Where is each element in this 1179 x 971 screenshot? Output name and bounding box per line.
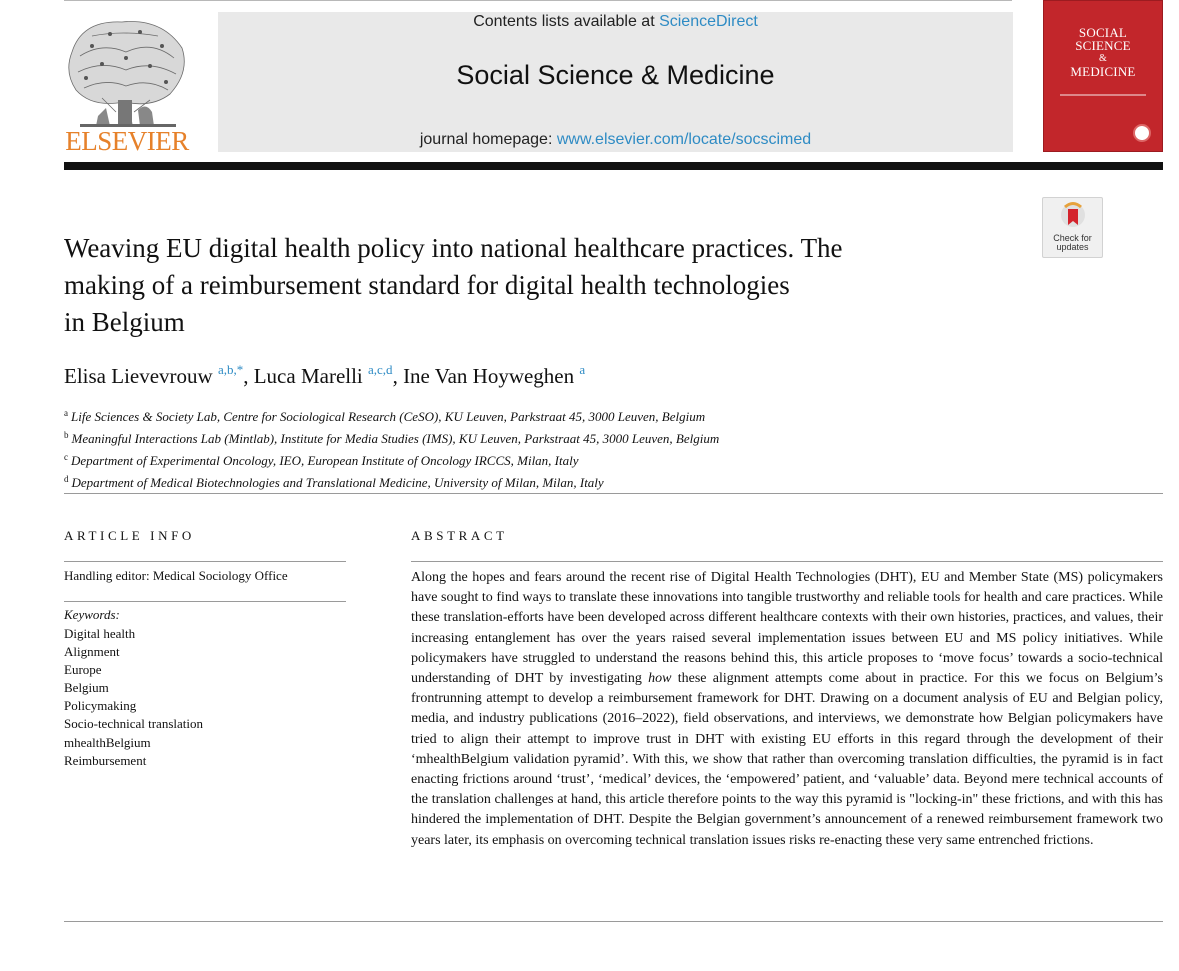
- keyword-item: Belgium: [64, 680, 109, 696]
- cover-badge-icon: [1133, 124, 1151, 142]
- cover-line: SCIENCE: [1075, 38, 1131, 53]
- keyword-item: Socio-technical translation: [64, 716, 203, 732]
- affiliation-text: Department of Medical Biotechnologies and Translational Medicine, University of Milan, Milan, Italy: [71, 475, 604, 490]
- abstract-part-1: Along the hopes and fears around the recent rise of Digital Health Technologies (DHT), EU and Member State (MS) policymakers have sought to find ways to translate these innovations into tangible trustworthy and reliable tools for health and care practices. While these translation-efforts have been developed across different healthcare contexts with their own histories, practices, and values, their increasing entanglement has over the years raised several implementation issues between EU and MS policy initiatives. While policymakers have struggled to understand the reasons behind this, this article proposes to ‘move focus’ towards a socio-technical understanding of DHT by investigating: [411, 570, 1163, 687]
- affiliation-item: [64, 404, 964, 426]
- affiliation-text: Department of Experimental Oncology, IEO, European Institute of Oncology IRCCS, Milan, Italy: [71, 453, 579, 468]
- article-info-heading: ARTICLE INFO: [64, 528, 195, 543]
- journal-homepage-link[interactable]: www.elsevier.com/locate/socscimed: [556, 131, 812, 148]
- check-updates-label: [1042, 234, 1103, 252]
- handling-editor: Handling editor: Medical Sociology Office: [64, 568, 288, 583]
- abstract-emphasis: how: [648, 671, 672, 687]
- abstract-part-2: these alignment attempts come about in practice. For this we focus on Belgium’s frontrunning attempt to develop a reimbursement framework for DHT. Drawing on a document analysis of EU and Belgian policy, media, and industry publications (2016–2022), field observations, and interviews, we demonstrate how Belgian policymakers have tried to align their attempt to improve trust in DHT with existing EU efforts in this regard through the development of their ‘mhealthBelgium validation pyramid’. With this, we show that rather than overcoming translation difficulties, the pyramid is in fact enacting frictions around ‘trust’, ‘medical’ devices, the ‘empowered’ patient, and ‘valuable’ data. Beyond mere technical accounts of the translation challenges at hand, this article therefore points to the way this pyramid is "locking-in" these frictions, and with this has hindered the implementation of DHT. Despite the Belgian government’s announcement of a renewed reimbursement framework two years later, its emphasis on overcoming technical translation issues risks re-enacting these very same entrenched frictions.: [411, 671, 1163, 848]
- section-divider: [64, 493, 1163, 494]
- affiliation-item: [64, 426, 964, 448]
- author-name[interactable]: Luca Marelli: [253, 364, 363, 388]
- author-name[interactable]: Elisa Lievevrouw: [64, 364, 213, 388]
- keyword-item: Europe: [64, 662, 102, 678]
- contents-prefix: Contents lists available at: [473, 13, 660, 30]
- homepage-prefix: journal homepage:: [419, 131, 557, 148]
- abstract-rule: [411, 561, 1163, 562]
- affiliation-mark: d: [64, 474, 69, 484]
- title-line: Weaving EU digital health policy into national healthcare practices. The: [64, 233, 843, 263]
- cover-line: &: [1099, 53, 1107, 64]
- keyword-item: mhealthBelgium: [64, 734, 151, 750]
- author-separator: ,: [392, 364, 404, 388]
- cover-subtitle-rule: [1060, 94, 1146, 96]
- author-affiliation-marks[interactable]: a,c,d: [368, 362, 393, 377]
- affiliation-text: Meaningful Interactions Lab (Mintlab), Institute for Media Studies (IMS), KU Leuven, Parkstraat 45, 3000 Leuven, Belgium: [71, 431, 720, 446]
- keyword-item: Policymaking: [64, 698, 137, 714]
- bottom-rule: [64, 921, 1163, 922]
- check-updates-icon: [1058, 201, 1088, 231]
- title-line: in Belgium: [64, 307, 185, 337]
- abstract-heading: ABSTRACT: [411, 528, 508, 543]
- affiliation-item: [64, 448, 964, 470]
- article-info-rule: [64, 561, 346, 562]
- elsevier-wordmark[interactable]: ELSEVIER: [65, 126, 189, 156]
- check-updates-line1: Check for: [1053, 233, 1092, 243]
- check-updates-line2: updates: [1056, 242, 1089, 252]
- header-top-rule: [64, 0, 1012, 1]
- title-line: making of a reimbursement standard for digital health technologies: [64, 270, 790, 300]
- author-affiliation-marks[interactable]: a,b,*: [217, 362, 244, 377]
- abstract-text: [411, 568, 1163, 851]
- contents-line: [218, 13, 1013, 31]
- author-list: [64, 362, 964, 389]
- author-separator: ,: [243, 364, 254, 388]
- article-info-rule: [64, 601, 346, 602]
- cover-line: SOCIAL: [1078, 25, 1128, 40]
- homepage-line: [218, 131, 1013, 149]
- header-thick-rule: [64, 162, 1163, 170]
- affiliation-text: Life Sciences & Society Lab, Centre for Sociological Research (CeSO), KU Leuven, Parkstraat 45, 3000 Leuven, Belgium: [71, 409, 706, 424]
- journal-title: Social Science & Medicine: [456, 60, 775, 90]
- cover-title: [1043, 26, 1163, 78]
- affiliation-mark: b: [64, 430, 69, 440]
- affiliation-list: [64, 404, 964, 492]
- affiliation-mark: a: [64, 408, 68, 418]
- cover-line: MEDICINE: [1070, 64, 1136, 79]
- affiliation-item: [64, 470, 964, 492]
- keyword-item: Digital health: [64, 626, 136, 641]
- article-title: [64, 230, 1024, 341]
- author-name[interactable]: Ine Van Hoyweghen: [403, 364, 575, 388]
- keyword-item: Reimbursement: [64, 752, 147, 768]
- keyword-item: Alignment: [64, 644, 120, 660]
- keywords-label: Keywords:: [64, 607, 120, 622]
- keywords-list: [64, 625, 203, 770]
- author-affiliation-marks[interactable]: a: [579, 362, 586, 377]
- affiliation-mark: c: [64, 452, 68, 462]
- sciencedirect-link[interactable]: ScienceDirect: [659, 13, 758, 30]
